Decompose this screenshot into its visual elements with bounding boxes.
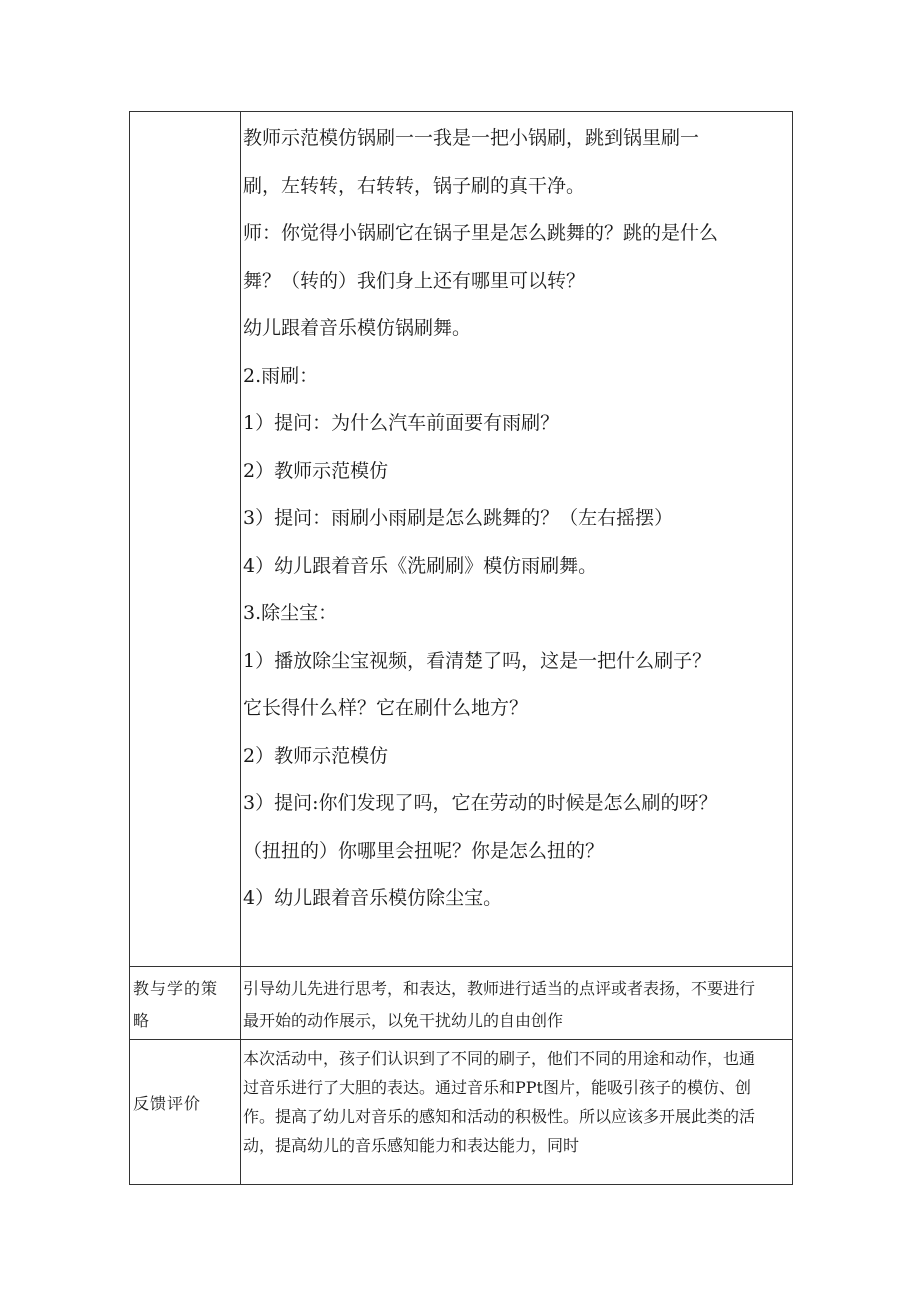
activity-line: 幼儿跟着音乐模仿锅刷舞。 (243, 317, 472, 339)
activity-line: 1）提问：为什么汽车前面要有雨刷？ (243, 412, 560, 434)
activity-line: 师：你觉得小锅刷它在锅子里是怎么跳舞的？跳的是什么 (243, 222, 719, 244)
strategy-label: 教与学的策 略 (133, 979, 219, 1030)
activity-row (130, 112, 793, 967)
strategy-row (130, 967, 793, 1040)
activity-line: 3）提问：雨刷小雨刷是怎么跳舞的？（左右摇摆） (243, 507, 674, 529)
feedback-label: 反馈评价 (133, 1094, 202, 1113)
feedback-text: 本次活动中，孩子们认识到了不同的刷子，他们不同的用途和动作，也通 过音乐进行了大胆的表达。通过音乐和PPt图片，能吸引孩子的模仿、创 作。提高了幼儿对音乐的感知和活动的积极性。所以应该多开展此类的活 动，提高幼儿的音乐感知能力和表达能力，同时 (243, 1049, 756, 1155)
section-heading-wiper: 2.雨刷： (243, 364, 319, 387)
activity-content-cell (241, 112, 793, 967)
strategy-label-cell (130, 967, 241, 1040)
activity-line: 4）幼儿跟着音乐模仿除尘宝。 (243, 887, 503, 909)
strategy-content-cell (241, 967, 793, 1040)
activity-line: 刷，左转转，右转转，锅子刷的真干净。 (243, 174, 586, 197)
feedback-content-cell (241, 1040, 793, 1185)
activity-label-cell (130, 112, 241, 967)
activity-line: 4）幼儿跟着音乐《洗刷刷》模仿雨刷舞。 (243, 554, 598, 577)
strategy-text: 引导幼儿先进行思考，和表达，教师进行适当的点评或者表扬，不要进行 最开始的动作展示，以免干扰幼儿的自由创作 (243, 979, 756, 1030)
lesson-plan-table (129, 111, 793, 1185)
activity-line: 2）教师示范模仿 (243, 744, 389, 767)
activity-text (241, 112, 792, 910)
activity-line: （扭扭的）你哪里会扭呢？你是怎么扭的？ (243, 839, 605, 862)
activity-line: 教师示范模仿锅刷一一我是一把小锅刷，跳到锅里刷一 (243, 127, 700, 149)
section-heading-duster: 3.除尘宝： (243, 602, 338, 624)
activity-line: 1）播放除尘宝视频，看清楚了吗，这是一把什么刷子？ (243, 649, 712, 672)
feedback-label-cell (130, 1040, 241, 1185)
activity-line: 舞？（转的）我们身上还有哪里可以转？ (243, 269, 586, 292)
activity-line: 2）教师示范模仿 (243, 459, 389, 482)
activity-line: 3）提问:你们发现了吗，它在劳动的时候是怎么刷的呀？ (243, 792, 718, 814)
feedback-row (130, 1040, 793, 1185)
activity-line: 它长得什么样？它在刷什么地方？ (243, 697, 529, 719)
